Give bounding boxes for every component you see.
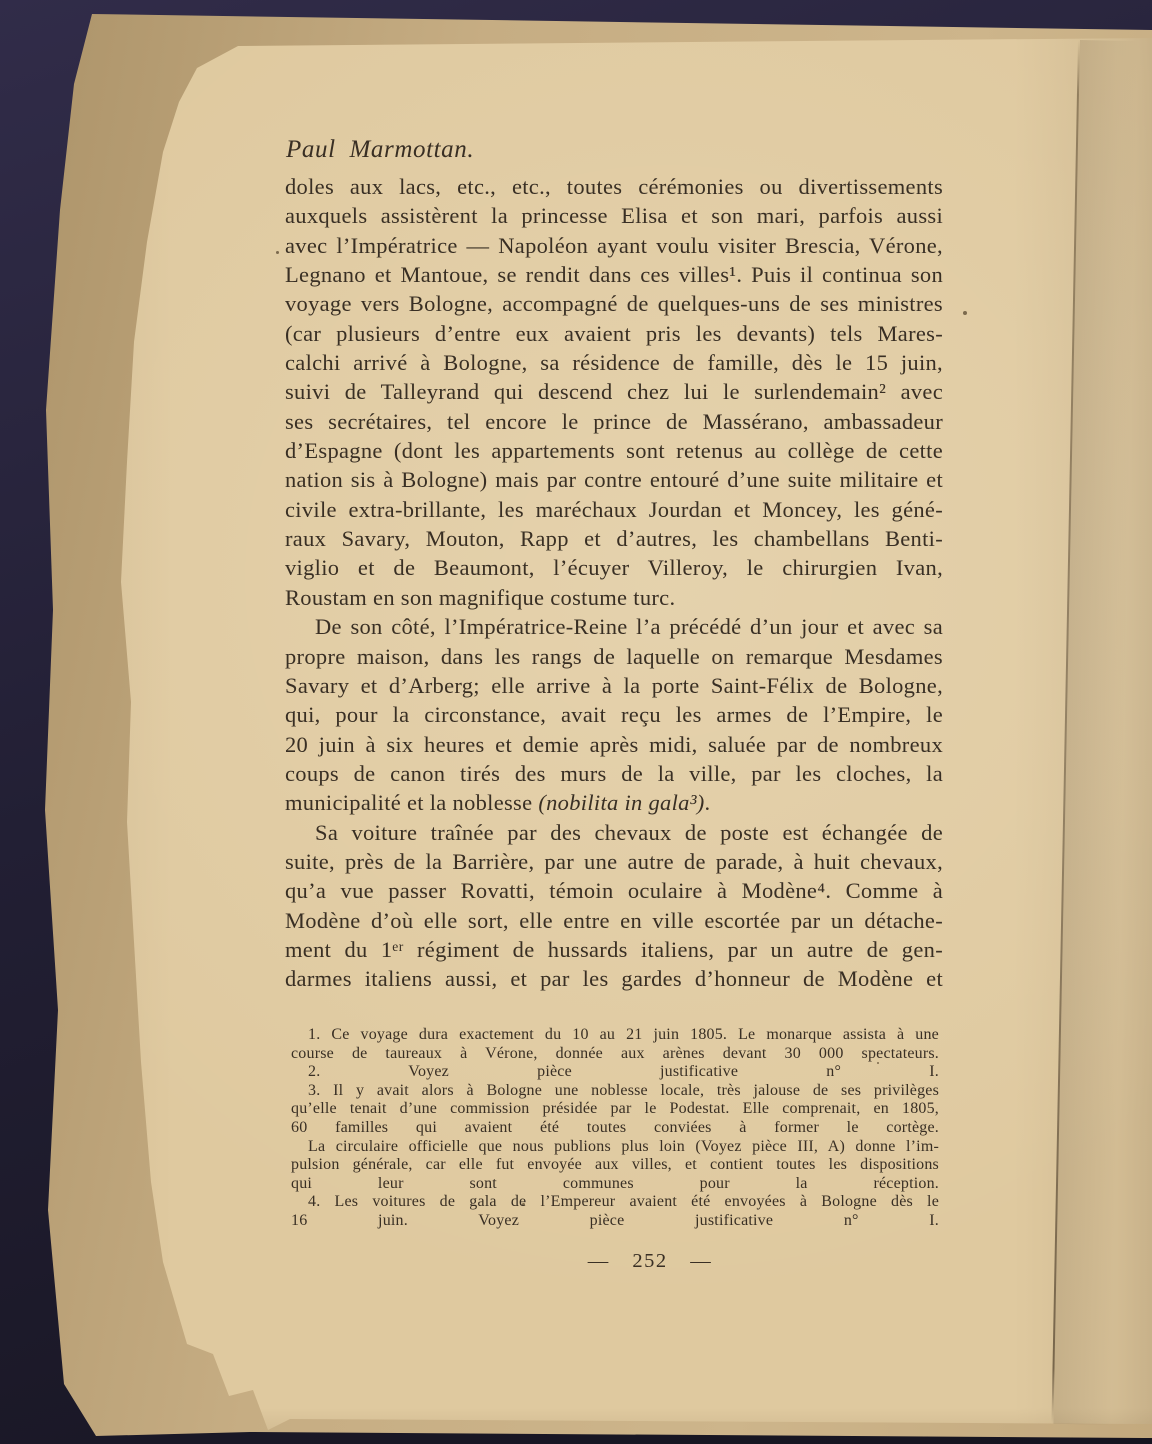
body-text-line: avec l’Impératrice — Napoléon ayant voulu visiter Brescia, Vérone,	[285, 232, 943, 258]
footnote-line: 2. Voyez pièce justificative n° I.	[308, 1063, 939, 1081]
body-text-line: auxquels assistèrent la princesse Elisa et son mari, parfois aussi	[285, 203, 943, 229]
body-text-line: suivi de Talleyrand qui descend chez lui le surlendemain² avec	[285, 379, 943, 405]
author-header: Paul Marmottan.	[286, 136, 475, 163]
body-text-line: coups de canon tirés des murs de la ville, par les cloches, la	[285, 760, 943, 786]
body-text-line: doles aux lacs, etc., etc., toutes cérémonies ou divertissements	[285, 174, 943, 199]
body-text-line: calchi arrivé à Bologne, sa résidence de famille, dès le 15 juin,	[285, 350, 943, 376]
body-text-line: qui, pour la circonstance, avait reçu les armes de l’Empire, le	[285, 702, 943, 728]
paper-speck	[276, 251, 279, 254]
footnote-line: 1. Ce voyage dura exactement du 10 au 21 juin 1805. Le monarque assista à une	[308, 1026, 939, 1043]
body-text	[285, 172, 943, 994]
body-text-line: ment du 1ᵉʳ régiment de hussards italiens, par un autre de gen-	[285, 936, 943, 962]
footnote-line: 60 familles qui avaient été toutes conviées à former le cortège.	[291, 1118, 939, 1136]
body-text-line: viglio et de Beaumont, l’écuyer Villeroy, le chirurgien Ivan,	[285, 555, 943, 581]
body-text-line: Modène d’où elle sort, elle entre en ville escortée par un détache-	[285, 907, 943, 933]
body-text-line: qu’a vue passer Rovatti, témoin oculaire à Modène⁴. Comme à	[285, 878, 943, 904]
body-text-line: suite, près de la Barrière, par une autre de parade, à huit chevaux,	[285, 848, 943, 874]
footnote-line: 4. Les voitures de gala de l’Empereur avaient été envoyées à Bologne dès le	[308, 1193, 939, 1211]
body-text-line: ses secrétaires, tel encore le prince de Massérano, ambassadeur	[285, 408, 943, 434]
body-text-line: Sa voiture traînée par des chevaux de poste est échangée de	[315, 819, 943, 845]
footnote-line: 16 juin. Voyez pièce justificative n° I.	[291, 1211, 939, 1229]
paper-speck	[963, 311, 967, 315]
body-text-line: (car plusieurs d’entre eux avaient pris les devants) tels Mares-	[285, 320, 943, 346]
body-text-line: raux Savary, Mouton, Rapp et d’autres, les chambellans Benti-	[285, 526, 943, 552]
italic-latin-phrase: (nobilita in gala³)	[538, 790, 705, 816]
footnote-line: course de taureaux à Vérone, donnée aux arènes devant 30 000 spectateurs.	[291, 1044, 939, 1062]
body-text-line: Savary et d’Arberg; elle arrive à la porte Saint-Félix de Bologne,	[285, 672, 943, 698]
body-text-line: 20 juin à six heures et demie après midi, saluée par de nombreux	[285, 731, 943, 757]
body-text-line: darmes italiens aussi, et par les gardes d’honneur de Modène et	[285, 966, 943, 992]
footnote-line: La circulaire officielle que nous publions plus loin (Voyez pièce III, A) donne l’im-	[308, 1137, 939, 1155]
footnote-line: qui leur sont communes pour la réception.	[291, 1174, 939, 1192]
body-text-line: De son côté, l’Impératrice-Reine l’a précédé d’un jour et avec sa	[315, 614, 943, 640]
page-number: — 252 —	[587, 1250, 713, 1272]
body-text-line: civile extra-brillante, les maréchaux Jourdan et Moncey, les géné-	[285, 496, 943, 522]
footnote-line: 3. Il y avait alors à Bologne une noblesse locale, très jalouse de ses privilèges	[308, 1081, 939, 1099]
body-text-line: voyage vers Bologne, accompagné de quelques-uns de ses ministres	[285, 291, 943, 317]
body-text-line: propre maison, dans les rangs de laquelle on remarque Mesdames	[285, 643, 943, 669]
footnotes	[291, 1026, 939, 1231]
text-segment: municipalité et la noblesse	[285, 790, 539, 816]
body-text-line: nation sis à Bologne) mais par contre entouré d’une suite militaire et	[285, 467, 943, 493]
text-segment: .	[704, 790, 711, 816]
body-text-line	[285, 788, 943, 817]
body-text-line: d’Espagne (dont les appartements sont retenus au collège de cette	[285, 438, 943, 464]
footnote-line: qu’elle tenait d’une commission présidée par le Podestat. Elle comprenait, en 1805,	[291, 1100, 939, 1118]
body-text-line: Legnano et Mantoue, se rendit dans ces villes¹. Puis il continua son	[285, 262, 943, 288]
footnote-line: pulsion générale, car elle fut envoyée aux villes, et contient toutes les dispositions	[291, 1156, 939, 1174]
body-text-line: Roustam en son magnifique costume turc.	[285, 584, 676, 610]
